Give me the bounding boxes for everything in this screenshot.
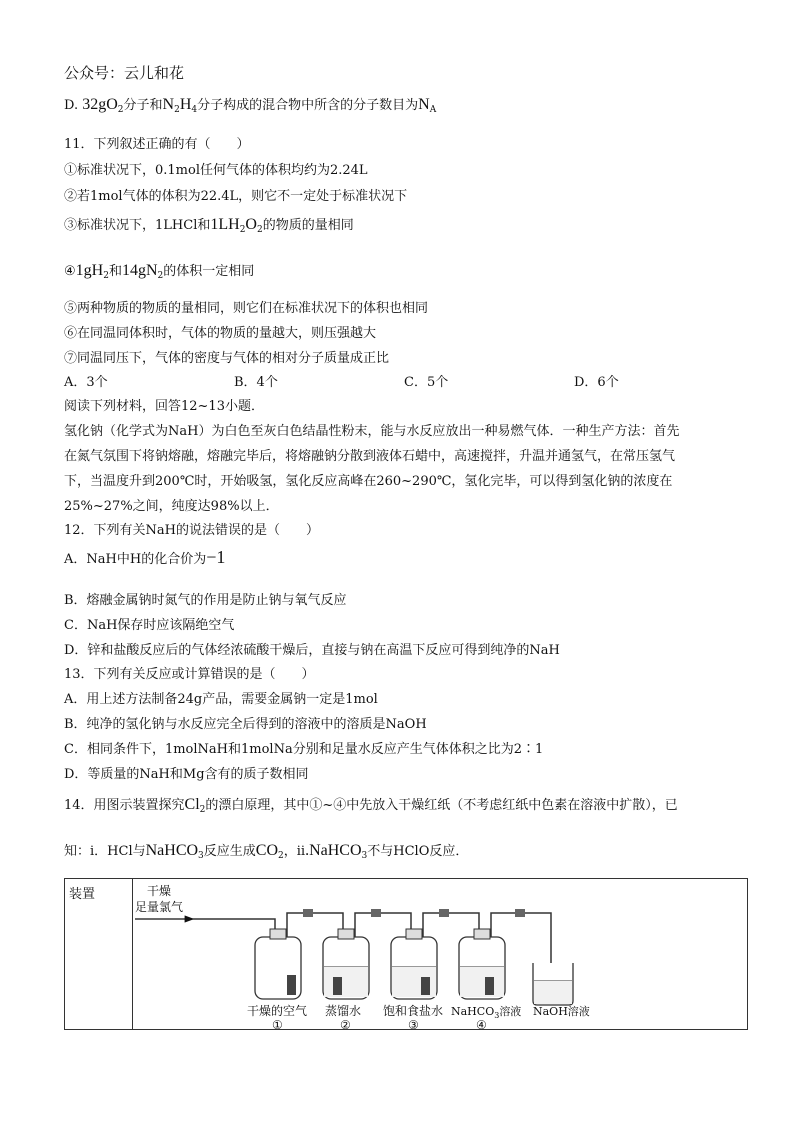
q12-option-d: D．锌和盐酸反应后的气体经浓硫酸干燥后，直接与钠在高温下反应可得到纯净的NaH: [64, 643, 560, 658]
q14-stem-line-1: 14．用图示装置探究$Cl_2$的漂白原理，其中①~④中先放入干燥红纸（不考虑红纸中色素在溶液中扩散），已: [64, 796, 678, 815]
bottle-1: [255, 929, 301, 999]
red-paper: [485, 977, 494, 995]
bottle-3: [391, 929, 437, 999]
q13-option-d: D．等质量的NaH和Mg含有的质子数相同: [64, 767, 309, 782]
apparatus-table: [64, 878, 748, 1030]
inlet-label-dry: 干燥: [147, 884, 172, 898]
red-paper: [333, 977, 342, 995]
q11-statement-4: $④1gH_2$和$14gN_2$的体积一定相同: [64, 262, 255, 281]
connector: [303, 909, 313, 917]
bottle-3-number: ③: [408, 1018, 419, 1029]
liquid: [324, 967, 368, 997]
q12-option-c: C．NaH保存时应该隔绝空气: [64, 618, 235, 633]
q14-stem-line-2: 知：ⅰ．HCl与NaHCO$_3$反应生成$CO_2$，ⅱ.NaHCO$_3$不与HClO反应．: [64, 842, 469, 861]
q11-option-a: A．3个: [64, 375, 108, 390]
q13-option-a: A．用上述方法制备24g产品，需要金属钠一定是1mol: [64, 692, 378, 707]
apparatus-diagram: [133, 879, 745, 1029]
inlet-label-chlorine: 足量氯气: [135, 900, 184, 914]
bottle-4: [459, 929, 505, 999]
bottle-4-number: ④: [476, 1018, 487, 1029]
q13-option-b: B．纯净的氢化钠与水反应完全后得到的溶液中的溶质是NaOH: [64, 717, 427, 732]
q11-statement-5: ⑤两种物质的物质的量相同，则它们在标准状况下的体积也相同: [64, 301, 429, 316]
red-paper: [287, 975, 296, 995]
bottle-1-content: 干燥的空气: [247, 1004, 308, 1018]
reading-paragraph-line-3: 下，当温度升到200℃时，开始吸氢，氢化反应高峰在260~290℃，氢化完毕，可以得到氢化钠的浓度在: [64, 474, 673, 489]
q11-option-c: C．5个: [404, 375, 449, 390]
q13-option-c: C．相同条件下，1molNaH和1molNa分别和足量水反应产生气体体积之比为2∶1: [64, 742, 544, 757]
wechat-header: 公众号：云儿和花: [64, 64, 185, 82]
q11-statement-7: ⑦同温同压下，气体的密度与气体的相对分子质量成正比: [64, 351, 390, 366]
bottle-2: [323, 929, 369, 999]
connector: [371, 909, 381, 917]
reading-paragraph-line-2: 在氮气氛围下将钠熔融，熔融完毕后，将熔融钠分散到液体石蜡中，高速搅拌，升温并通氢气，在常压氢气: [64, 449, 676, 464]
q11-stem: 11．下列叙述正确的有（ ）: [64, 137, 250, 152]
q11-statement-2: ②若1mol气体的体积为22.4L，则它不一定处于标准状况下: [64, 189, 408, 204]
q12-option-b: B．熔融金属钠时氮气的作用是防止钠与氧气反应: [64, 593, 347, 608]
q11-statement-1: ①标准状况下，0.1mol任何气体的体积均约为2.24L: [64, 163, 368, 178]
q11-option-d: D．6个: [574, 375, 619, 390]
connector: [515, 909, 525, 917]
bottle-1-number: ①: [272, 1018, 283, 1029]
q11-statement-3: ③标准状况下，1LHCl和$1LH_2O_2$的物质的量相同: [64, 216, 354, 235]
connector: [439, 909, 449, 917]
reading-paragraph-line-1: 氢化钠（化学式为NaH）为白色至灰白色结晶性粉末，能与水反应放出一种易燃气体．一种生产方法：首先: [64, 424, 680, 439]
beaker-content: NaOH溶液: [533, 1005, 590, 1018]
liquid: [460, 967, 504, 997]
red-paper: [421, 977, 430, 995]
reading-paragraph-line-4: 25%~27%之间，纯度达98%以上．: [64, 499, 279, 514]
beaker: [533, 963, 573, 1005]
reading-intro: 阅读下列材料，回答12~13小题．: [64, 399, 264, 414]
q13-stem: 13．下列有关反应或计算错误的是（ ）: [64, 667, 315, 682]
q10-option-d: D. $32gO_2$分子和$N_2H_4$分子构成的混合物中所含的分子数目为$N_A$: [64, 96, 437, 115]
apparatus-label: 装置: [69, 887, 96, 902]
bottle-4-content: NaHCO$_3$溶液: [451, 1005, 522, 1020]
bottle-3-content: 饱和食盐水: [383, 1004, 444, 1018]
liquid: [534, 981, 572, 1004]
q11-statement-6: ⑥在同温同体积时，气体的物质的量越大，则压强越大: [64, 326, 377, 341]
q11-option-b: B．4个: [234, 375, 278, 390]
q12-stem: 12．下列有关NaH的说法错误的是（ ）: [64, 523, 320, 538]
bottle-2-content: 蒸馏水: [325, 1004, 362, 1018]
q12-option-a: A．NaH中H的化合价为−1: [64, 547, 226, 567]
bottle-2-number: ②: [340, 1018, 351, 1029]
